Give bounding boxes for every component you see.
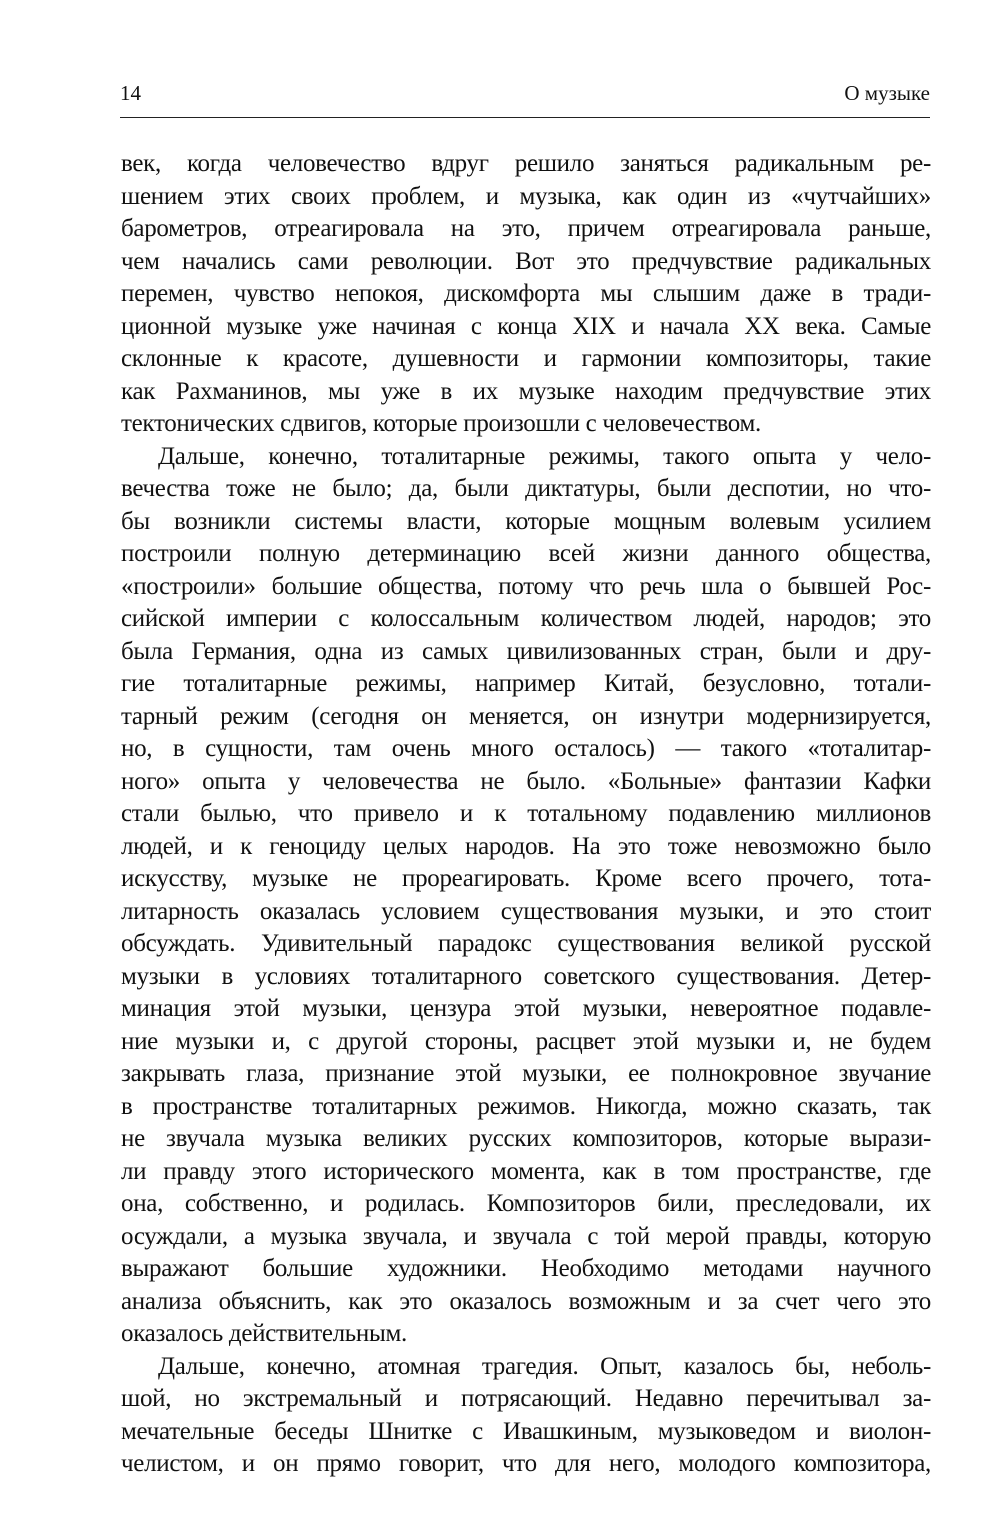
text-line: оказалось действительным. [121, 1320, 407, 1347]
body-text [121, 148, 931, 1481]
text-line: закрывать глаза, признание этой музыки, ее полнокровное звучание [121, 1060, 931, 1087]
text-line: бы возникли системы власти, которые мощным волевым усилием [121, 507, 931, 535]
header-rule [120, 117, 930, 118]
text-line: тектонических сдвигов, которые произошли с человечеством. [121, 410, 761, 437]
text-line: в пространстве тоталитарных режимов. Никогда, можно сказать, так [121, 1092, 931, 1120]
text-line: Дальше, конечно, атомная трагедия. Опыт, казалось бы, неболь- [158, 1352, 931, 1380]
page-number: 14 [120, 81, 141, 105]
text-line: ние музыки и, с другой стороны, расцвет этой музыки и, не будем [121, 1027, 931, 1055]
text-line: минация этой музыки, цензура этой музыки, невероятное подавле- [121, 995, 931, 1022]
text-line: но, в сущности, там очень много осталось) — такого «тоталитар- [121, 735, 931, 762]
text-line: анализа объяснить, как это оказалось возможным и за счет чего это [121, 1287, 931, 1315]
text-line: чем начались сами революции. Вот это предчувствие радикальных [121, 247, 931, 275]
paragraph [121, 1351, 931, 1481]
text-line: ционной музыке уже начиная с конца XIX и начала XX века. Самые [121, 312, 931, 340]
text-line: стали былью, что привело и к тотальному подавлению миллионов [121, 800, 931, 827]
text-line: сийской империи с колоссальным количеством людей, народов; это [121, 605, 931, 632]
text-line: Дальше, конечно, тоталитарные режимы, такого опыта у чело- [158, 442, 931, 470]
text-line: не звучала музыка великих русских композиторов, которые вырази- [121, 1125, 931, 1152]
text-line: построили полную детерминацию всей жизни данного общества, [121, 540, 931, 567]
text-line: барометров, отреагировала на это, причем отреагировала раньше, [121, 215, 931, 242]
running-head-title: О музыке [844, 81, 930, 105]
text-line: выражают большие художники. Необходимо методами научного [121, 1255, 931, 1282]
text-line: век, когда человечество вдруг решило заняться радикальным ре- [121, 150, 931, 177]
text-line: людей, и к геноциду целых народов. На это тоже невозможно было [121, 832, 931, 860]
text-line: обсуждать. Удивительный парадокс существования великой русской [121, 930, 931, 957]
text-line: музыки в условиях тоталитарного советского существования. Детер- [121, 962, 931, 990]
text-line: склонные к красоте, душевности и гармонии композиторы, такие [121, 345, 931, 372]
text-line: как Рахманинов, мы уже в их музыке находим предчувствие этих [121, 377, 931, 405]
text-line: осуждали, а музыка звучала, и звучала с той мерой правды, которую [121, 1222, 931, 1250]
text-line: она, собственно, и родилась. Композиторов били, преследовали, их [121, 1190, 931, 1217]
text-line: шением этих своих проблем, и музыка, как один из «чутчайших» [121, 182, 931, 210]
text-line: перемен, чувство непокоя, дискомфорта мы слышим даже в тради- [121, 280, 931, 307]
text-line: была Германия, одна из самых цивилизованных стран, были и дру- [121, 637, 931, 665]
text-line: гие тоталитарные режимы, например Китай, безусловно, тотали- [121, 670, 931, 697]
text-line: вечества тоже не было; да, были диктатуры, были деспотии, но что- [121, 475, 931, 502]
text-line: челистом, и он прямо говорит, что для него, молодого композитора, [121, 1450, 931, 1477]
text-line: тарный режим (сегодня он меняется, он изнутри модернизируется, [121, 702, 931, 730]
text-line: ли правду этого исторического момента, как в том пространстве, где [121, 1157, 931, 1185]
paragraph [121, 148, 931, 441]
text-line: шой, но экстремальный и потрясающий. Недавно перечитывал за- [121, 1385, 931, 1412]
text-line: литарность оказалась условием существования музыки, и это стоит [121, 897, 931, 925]
running-head [120, 78, 930, 108]
text-line: «построили» большие общества, потому что речь шла о бывшей Рос- [121, 572, 931, 600]
text-line: мечательные беседы Шнитке с Ивашкиным, музыковедом и виолон- [121, 1417, 931, 1445]
paragraph [121, 441, 931, 1351]
text-line: ного» опыта у человечества не было. «Больные» фантазии Кафки [121, 767, 931, 795]
text-line: искусству, музыке не прореагировать. Кроме всего прочего, тота- [121, 865, 931, 892]
